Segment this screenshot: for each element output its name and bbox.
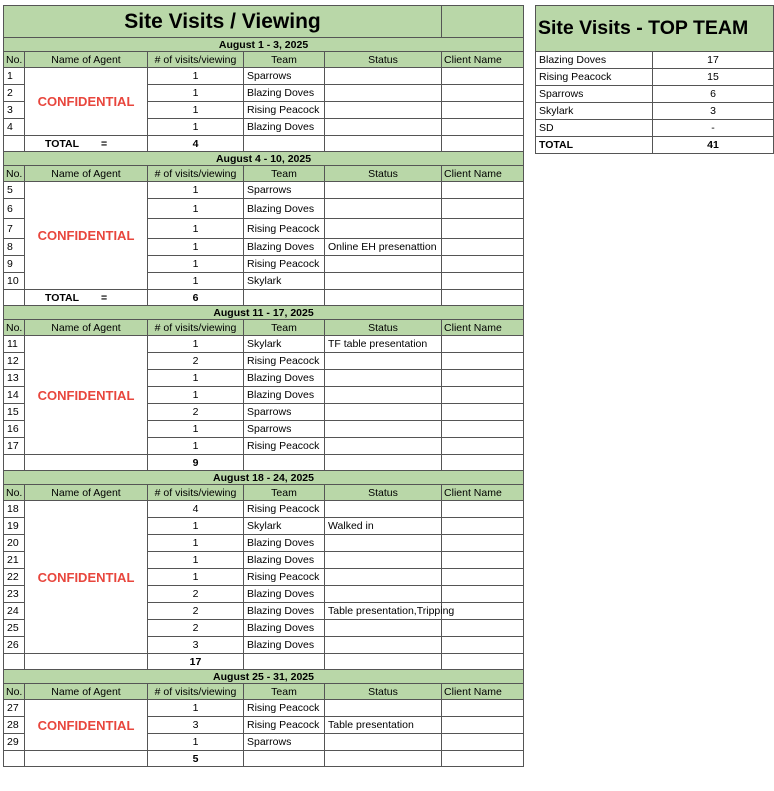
col-team-header: Team xyxy=(244,166,325,182)
top-team-count: 15 xyxy=(653,69,774,86)
top-team-count: - xyxy=(653,120,774,137)
row-status xyxy=(325,620,442,637)
row-visits: 1 xyxy=(148,85,244,102)
row-team: Skylark xyxy=(244,336,325,353)
row-status xyxy=(325,734,442,751)
row-status xyxy=(325,404,442,421)
row-client xyxy=(442,501,524,518)
top-team-total-label: TOTAL xyxy=(536,137,653,154)
row-no: 18 xyxy=(4,501,25,518)
total-label-cell xyxy=(25,290,148,306)
row-client xyxy=(442,387,524,404)
row-no: 4 xyxy=(4,119,25,136)
row-client xyxy=(442,535,524,552)
total-label-cell xyxy=(25,136,148,152)
row-no: 29 xyxy=(4,734,25,751)
row-status xyxy=(325,182,442,199)
total-label: TOTAL xyxy=(45,137,80,150)
row-client xyxy=(442,273,524,290)
row-status xyxy=(325,535,442,552)
top-team-row xyxy=(536,86,774,103)
week-header: August 18 - 24, 2025 xyxy=(4,471,524,485)
row-client xyxy=(442,219,524,239)
table-row xyxy=(4,68,524,85)
row-team: Blazing Doves xyxy=(244,85,325,102)
row-client xyxy=(442,119,524,136)
top-team-name: Rising Peacock xyxy=(536,69,653,86)
total-label-cell xyxy=(25,455,148,471)
row-team: Rising Peacock xyxy=(244,256,325,273)
row-team: Blazing Doves xyxy=(244,119,325,136)
top-team-count: 6 xyxy=(653,86,774,103)
col-status-header: Status xyxy=(325,320,442,336)
row-no: 1 xyxy=(4,68,25,85)
row-visits: 1 xyxy=(148,219,244,239)
top-team-row xyxy=(536,120,774,137)
top-team-row xyxy=(536,52,774,69)
col-team-header: Team xyxy=(244,320,325,336)
row-status xyxy=(325,569,442,586)
row-no: 2 xyxy=(4,85,25,102)
row-client xyxy=(442,637,524,654)
row-no: 6 xyxy=(4,199,25,219)
total-no-cell xyxy=(4,751,25,767)
row-visits: 1 xyxy=(148,387,244,404)
row-visits: 1 xyxy=(148,700,244,717)
total-no-cell xyxy=(4,654,25,670)
week-total: 6 xyxy=(148,290,244,306)
col-visits-header: # of visits/viewing xyxy=(148,166,244,182)
col-visits-header: # of visits/viewing xyxy=(148,485,244,501)
top-team-total-row xyxy=(536,137,774,154)
row-team: Skylark xyxy=(244,518,325,535)
col-status-header: Status xyxy=(325,684,442,700)
row-no: 19 xyxy=(4,518,25,535)
week-total: 4 xyxy=(148,136,244,152)
row-team: Rising Peacock xyxy=(244,717,325,734)
week-header: August 1 - 3, 2025 xyxy=(4,38,524,52)
top-team-name: Skylark xyxy=(536,103,653,120)
row-status: Table presentation xyxy=(325,717,442,734)
row-client xyxy=(442,336,524,353)
table-row xyxy=(4,182,524,199)
row-no: 3 xyxy=(4,102,25,119)
total-label-cell xyxy=(25,751,148,767)
top-team-table xyxy=(535,5,774,154)
row-status xyxy=(325,700,442,717)
total-label-cell xyxy=(25,654,148,670)
row-status xyxy=(325,370,442,387)
row-status xyxy=(325,119,442,136)
row-visits: 1 xyxy=(148,256,244,273)
row-visits: 3 xyxy=(148,717,244,734)
row-visits: 1 xyxy=(148,273,244,290)
row-client xyxy=(442,552,524,569)
col-no-header: No. xyxy=(4,320,25,336)
row-no: 27 xyxy=(4,700,25,717)
row-client xyxy=(442,438,524,455)
week-header: August 25 - 31, 2025 xyxy=(4,670,524,684)
agent-confidential: CONFIDENTIAL xyxy=(25,68,148,136)
row-client xyxy=(442,620,524,637)
col-status-header: Status xyxy=(325,166,442,182)
row-client xyxy=(442,239,524,256)
col-client-header: Client Name xyxy=(442,320,524,336)
row-client xyxy=(442,256,524,273)
agent-confidential: CONFIDENTIAL xyxy=(25,501,148,654)
row-visits: 1 xyxy=(148,370,244,387)
row-team: Sparrows xyxy=(244,68,325,85)
row-visits: 2 xyxy=(148,404,244,421)
row-no: 10 xyxy=(4,273,25,290)
row-team: Blazing Doves xyxy=(244,387,325,404)
row-client xyxy=(442,404,524,421)
row-team: Rising Peacock xyxy=(244,219,325,239)
row-team: Blazing Doves xyxy=(244,586,325,603)
top-team-title: Site Visits - TOP TEAM xyxy=(536,6,774,52)
row-client xyxy=(442,569,524,586)
row-visits: 1 xyxy=(148,518,244,535)
row-no: 28 xyxy=(4,717,25,734)
row-team: Blazing Doves xyxy=(244,620,325,637)
row-team: Blazing Doves xyxy=(244,370,325,387)
row-visits: 1 xyxy=(148,535,244,552)
row-status xyxy=(325,199,442,219)
table-row xyxy=(4,700,524,717)
row-visits: 2 xyxy=(148,603,244,620)
row-status xyxy=(325,637,442,654)
row-team: Rising Peacock xyxy=(244,353,325,370)
row-client xyxy=(442,199,524,219)
col-agent-header: Name of Agent xyxy=(25,684,148,700)
week-header: August 11 - 17, 2025 xyxy=(4,306,524,320)
row-client xyxy=(442,734,524,751)
row-no: 7 xyxy=(4,219,25,239)
row-visits: 1 xyxy=(148,199,244,219)
col-no-header: No. xyxy=(4,485,25,501)
top-team-row xyxy=(536,103,774,120)
total-no-cell xyxy=(4,136,25,152)
row-status xyxy=(325,438,442,455)
row-visits: 1 xyxy=(148,421,244,438)
col-status-header: Status xyxy=(325,485,442,501)
row-client xyxy=(442,182,524,199)
top-team-count: 17 xyxy=(653,52,774,69)
row-team: Rising Peacock xyxy=(244,501,325,518)
col-no-header: No. xyxy=(4,52,25,68)
row-no: 13 xyxy=(4,370,25,387)
week-total: 5 xyxy=(148,751,244,767)
col-status-header: Status xyxy=(325,52,442,68)
row-client xyxy=(442,68,524,85)
row-no: 23 xyxy=(4,586,25,603)
agent-confidential: CONFIDENTIAL xyxy=(25,700,148,751)
row-team: Blazing Doves xyxy=(244,552,325,569)
row-no: 14 xyxy=(4,387,25,404)
week-total: 9 xyxy=(148,455,244,471)
row-no: 8 xyxy=(4,239,25,256)
row-client xyxy=(442,421,524,438)
row-visits: 1 xyxy=(148,119,244,136)
row-status xyxy=(325,85,442,102)
col-agent-header: Name of Agent xyxy=(25,320,148,336)
col-client-header: Client Name xyxy=(442,52,524,68)
row-team: Rising Peacock xyxy=(244,569,325,586)
row-status: Walked in xyxy=(325,518,442,535)
row-team: Sparrows xyxy=(244,404,325,421)
row-visits: 1 xyxy=(148,734,244,751)
col-team-header: Team xyxy=(244,485,325,501)
row-visits: 1 xyxy=(148,68,244,85)
col-agent-header: Name of Agent xyxy=(25,52,148,68)
row-status xyxy=(325,586,442,603)
site-visits-table xyxy=(3,5,524,767)
row-client xyxy=(442,700,524,717)
total-no-cell xyxy=(4,290,25,306)
col-team-header: Team xyxy=(244,684,325,700)
row-visits: 2 xyxy=(148,586,244,603)
row-no: 17 xyxy=(4,438,25,455)
row-no: 5 xyxy=(4,182,25,199)
row-visits: 1 xyxy=(148,438,244,455)
row-status xyxy=(325,552,442,569)
row-team: Sparrows xyxy=(244,734,325,751)
col-visits-header: # of visits/viewing xyxy=(148,320,244,336)
top-team-row xyxy=(536,69,774,86)
row-status xyxy=(325,387,442,404)
col-agent-header: Name of Agent xyxy=(25,485,148,501)
row-no: 20 xyxy=(4,535,25,552)
col-client-header: Client Name xyxy=(442,166,524,182)
row-visits: 1 xyxy=(148,102,244,119)
row-team: Sparrows xyxy=(244,421,325,438)
row-no: 22 xyxy=(4,569,25,586)
row-client xyxy=(442,518,524,535)
col-client-header: Client Name xyxy=(442,684,524,700)
col-agent-header: Name of Agent xyxy=(25,166,148,182)
top-team-name: Blazing Doves xyxy=(536,52,653,69)
col-no-header: No. xyxy=(4,684,25,700)
row-visits: 2 xyxy=(148,353,244,370)
row-visits: 2 xyxy=(148,620,244,637)
row-status xyxy=(325,421,442,438)
top-team-count: 3 xyxy=(653,103,774,120)
total-label: TOTAL xyxy=(45,291,80,304)
row-no: 15 xyxy=(4,404,25,421)
row-team: Skylark xyxy=(244,273,325,290)
row-no: 16 xyxy=(4,421,25,438)
week-total: 17 xyxy=(148,654,244,670)
total-no-cell xyxy=(4,455,25,471)
row-status xyxy=(325,102,442,119)
row-team: Blazing Doves xyxy=(244,535,325,552)
row-client xyxy=(442,586,524,603)
agent-confidential: CONFIDENTIAL xyxy=(25,336,148,455)
top-team-name: SD xyxy=(536,120,653,137)
col-no-header: No. xyxy=(4,166,25,182)
row-team: Rising Peacock xyxy=(244,438,325,455)
row-visits: 3 xyxy=(148,637,244,654)
row-no: 11 xyxy=(4,336,25,353)
row-no: 26 xyxy=(4,637,25,654)
table-row xyxy=(4,501,524,518)
row-status: Online EH presenattion xyxy=(325,239,442,256)
row-status: Table presentation,Tripping xyxy=(325,603,442,620)
row-team: Blazing Doves xyxy=(244,199,325,219)
top-team-total: 41 xyxy=(653,137,774,154)
row-no: 24 xyxy=(4,603,25,620)
row-visits: 1 xyxy=(148,239,244,256)
row-visits: 1 xyxy=(148,552,244,569)
total-equals: = xyxy=(101,291,108,304)
row-team: Blazing Doves xyxy=(244,239,325,256)
row-client xyxy=(442,353,524,370)
top-team-name: Sparrows xyxy=(536,86,653,103)
row-status xyxy=(325,256,442,273)
row-visits: 1 xyxy=(148,336,244,353)
col-team-header: Team xyxy=(244,52,325,68)
row-status xyxy=(325,501,442,518)
row-team: Rising Peacock xyxy=(244,700,325,717)
row-team: Rising Peacock xyxy=(244,102,325,119)
row-team: Blazing Doves xyxy=(244,603,325,620)
row-client xyxy=(442,717,524,734)
agent-confidential: CONFIDENTIAL xyxy=(25,182,148,290)
row-visits: 4 xyxy=(148,501,244,518)
row-client xyxy=(442,102,524,119)
row-no: 12 xyxy=(4,353,25,370)
row-no: 25 xyxy=(4,620,25,637)
col-visits-header: # of visits/viewing xyxy=(148,52,244,68)
row-status xyxy=(325,273,442,290)
total-equals: = xyxy=(101,137,108,150)
table-row xyxy=(4,336,524,353)
row-visits: 1 xyxy=(148,182,244,199)
row-no: 9 xyxy=(4,256,25,273)
row-status: TF table presentation xyxy=(325,336,442,353)
row-client xyxy=(442,85,524,102)
row-status xyxy=(325,353,442,370)
col-client-header: Client Name xyxy=(442,485,524,501)
page-title: Site Visits / Viewing xyxy=(4,6,442,38)
title-blank-cell xyxy=(442,6,524,38)
row-visits: 1 xyxy=(148,569,244,586)
row-team: Blazing Doves xyxy=(244,637,325,654)
col-visits-header: # of visits/viewing xyxy=(148,684,244,700)
row-status xyxy=(325,68,442,85)
row-no: 21 xyxy=(4,552,25,569)
row-team: Sparrows xyxy=(244,182,325,199)
week-header: August 4 - 10, 2025 xyxy=(4,152,524,166)
row-client xyxy=(442,370,524,387)
row-status xyxy=(325,219,442,239)
